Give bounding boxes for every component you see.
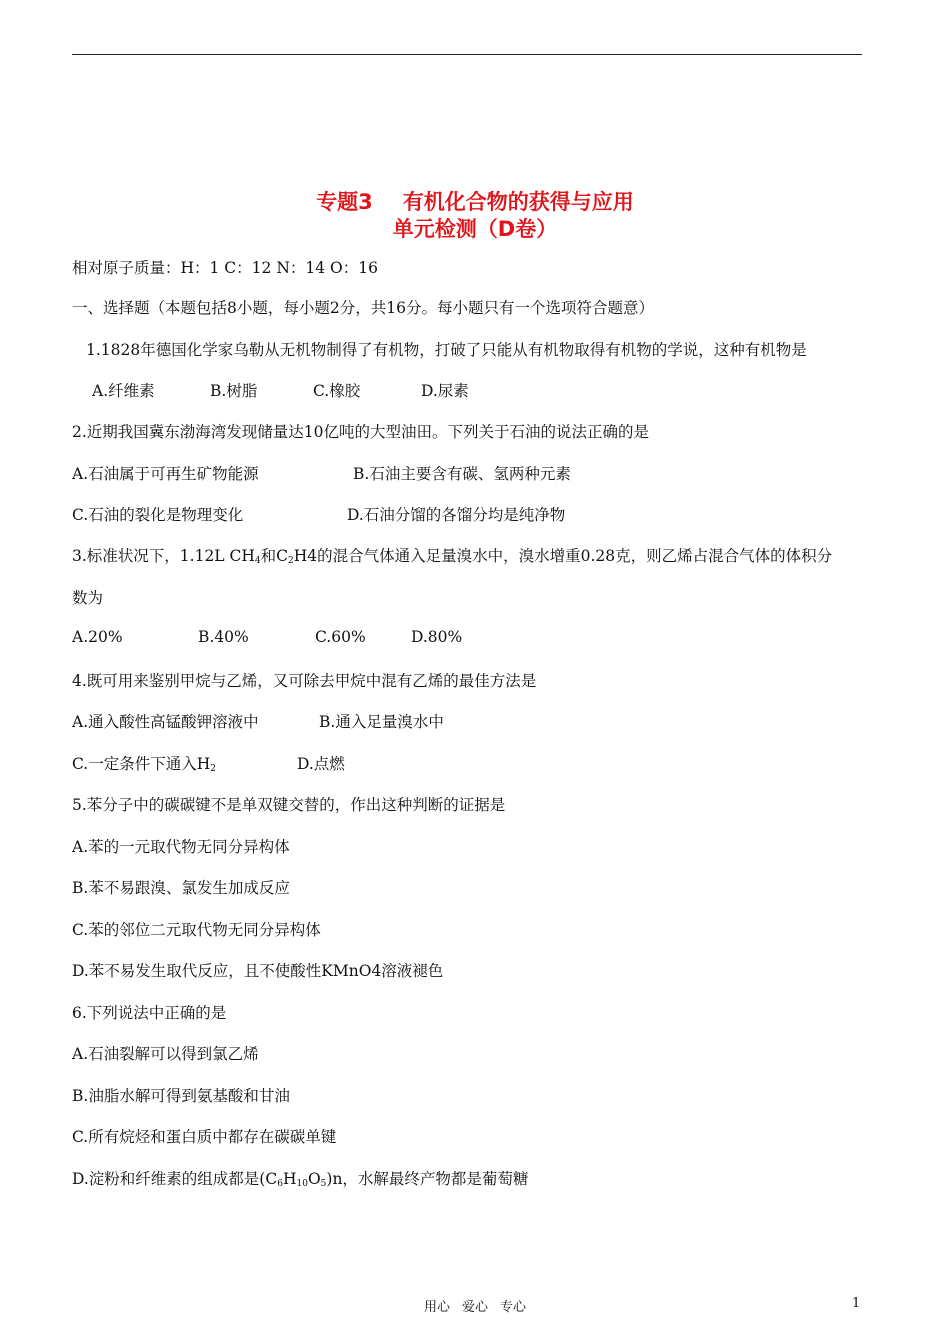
- section-heading: 一、选择题（本题包括8小题，每小题2分，共16分。每小题只有一个选项符合题意）: [72, 299, 654, 317]
- q2-option-d: D.石油分馏的各馏分均是纯净物: [347, 506, 566, 524]
- q1-stem: 1.1828年德国化学家乌勒从无机物制得了有机物，打破了只能从有机物取得有机物的学说，这种有机物是: [86, 341, 807, 359]
- q3-option-d: D.80%: [411, 628, 463, 646]
- q4-options-cd: [72, 752, 345, 774]
- footer-motto-3: 专心: [500, 1300, 527, 1315]
- q2-option-c: C.石油的裂化是物理变化: [72, 506, 244, 524]
- q5-option-d: D.苯不易发生取代反应，且不使酸性KMnO4溶液褪色: [72, 962, 444, 980]
- q3-stem-cont: 数为: [72, 589, 104, 607]
- footer-motto-1: 用心: [423, 1300, 450, 1315]
- q1-option-d: D.尿素: [421, 382, 469, 400]
- q6-option-d: D.淀粉和纤维素的组成都是$(C_6H_{10}O_5)n$，水解最终产物都是葡萄糖: [72, 1170, 529, 1189]
- q4-option-c: C.一定条件下通入$H_2$: [72, 755, 216, 774]
- q1-option-b: B.树脂: [210, 382, 258, 400]
- q2-options-ab: [72, 462, 571, 484]
- q5-option-c: C.苯的邻位二元取代物无同分异构体: [72, 921, 321, 939]
- q6-option-c: C.所有烷烃和蛋白质中都存在碳碳单键: [72, 1128, 337, 1146]
- q2-stem: 2.近期我国冀东渤海湾发现储量达10亿吨的大型油田。下列关于石油的说法正确的是: [72, 423, 650, 441]
- q4-option-a: A.通入酸性高锰酸钾溶液中: [72, 713, 259, 731]
- title-topic: 专题3: [316, 190, 373, 214]
- q5-option-b: B.苯不易跟溴、氯发生加成反应: [72, 879, 290, 897]
- q3-option-c: C.60%: [315, 628, 366, 646]
- q4-option-d: D.点燃: [297, 755, 345, 773]
- footer-motto: [0, 1296, 950, 1315]
- q3-option-b: B.40%: [198, 628, 249, 646]
- title-line-2: 单元检测（D卷）: [392, 217, 558, 241]
- q6-option-a: A.石油裂解可以得到氯乙烯: [72, 1045, 259, 1063]
- q3-options: [72, 628, 462, 646]
- atomic-masses: 相对原子质量：H：1 C：12 N：14 O：16: [72, 259, 378, 277]
- page-number: 1: [852, 1296, 861, 1311]
- q5-stem: 5.苯分子中的碳碳键不是单双键交替的，作出这种判断的证据是: [72, 796, 506, 814]
- q3-option-a: A.20%: [72, 628, 123, 646]
- title-line-1: [0, 186, 950, 216]
- q5-option-a: A.苯的一元取代物无同分异构体: [72, 838, 290, 856]
- q2-options-cd: [72, 503, 565, 525]
- q4-options-ab: [72, 710, 444, 732]
- q1-option-c: C.橡胶: [313, 382, 361, 400]
- q6-stem: 6.下列说法中正确的是: [72, 1004, 227, 1022]
- footer-motto-2: 爱心: [461, 1300, 488, 1315]
- q1-option-a: A.纤维素: [92, 382, 155, 400]
- q2-option-a: A.石油属于可再生矿物能源: [72, 465, 259, 483]
- q6-option-b: B.油脂水解可得到氨基酸和甘油: [72, 1087, 290, 1105]
- header-rule: [72, 54, 862, 55]
- q1-options: [92, 379, 469, 401]
- q3-stem: 3.标准状况下，1.12L $CH_4$和$C_2H4$的混合气体通入足量溴水中，溴水增重0.28克，则乙烯占混合气体的体积分: [72, 547, 833, 566]
- title-subject: 有机化合物的获得与应用: [402, 190, 634, 214]
- q4-stem: 4.既可用来鉴别甲烷与乙烯，又可除去甲烷中混有乙烯的最佳方法是: [72, 672, 537, 690]
- q2-option-b: B.石油主要含有碳、氢两种元素: [353, 465, 571, 483]
- q4-option-b: B.通入足量溴水中: [319, 713, 444, 731]
